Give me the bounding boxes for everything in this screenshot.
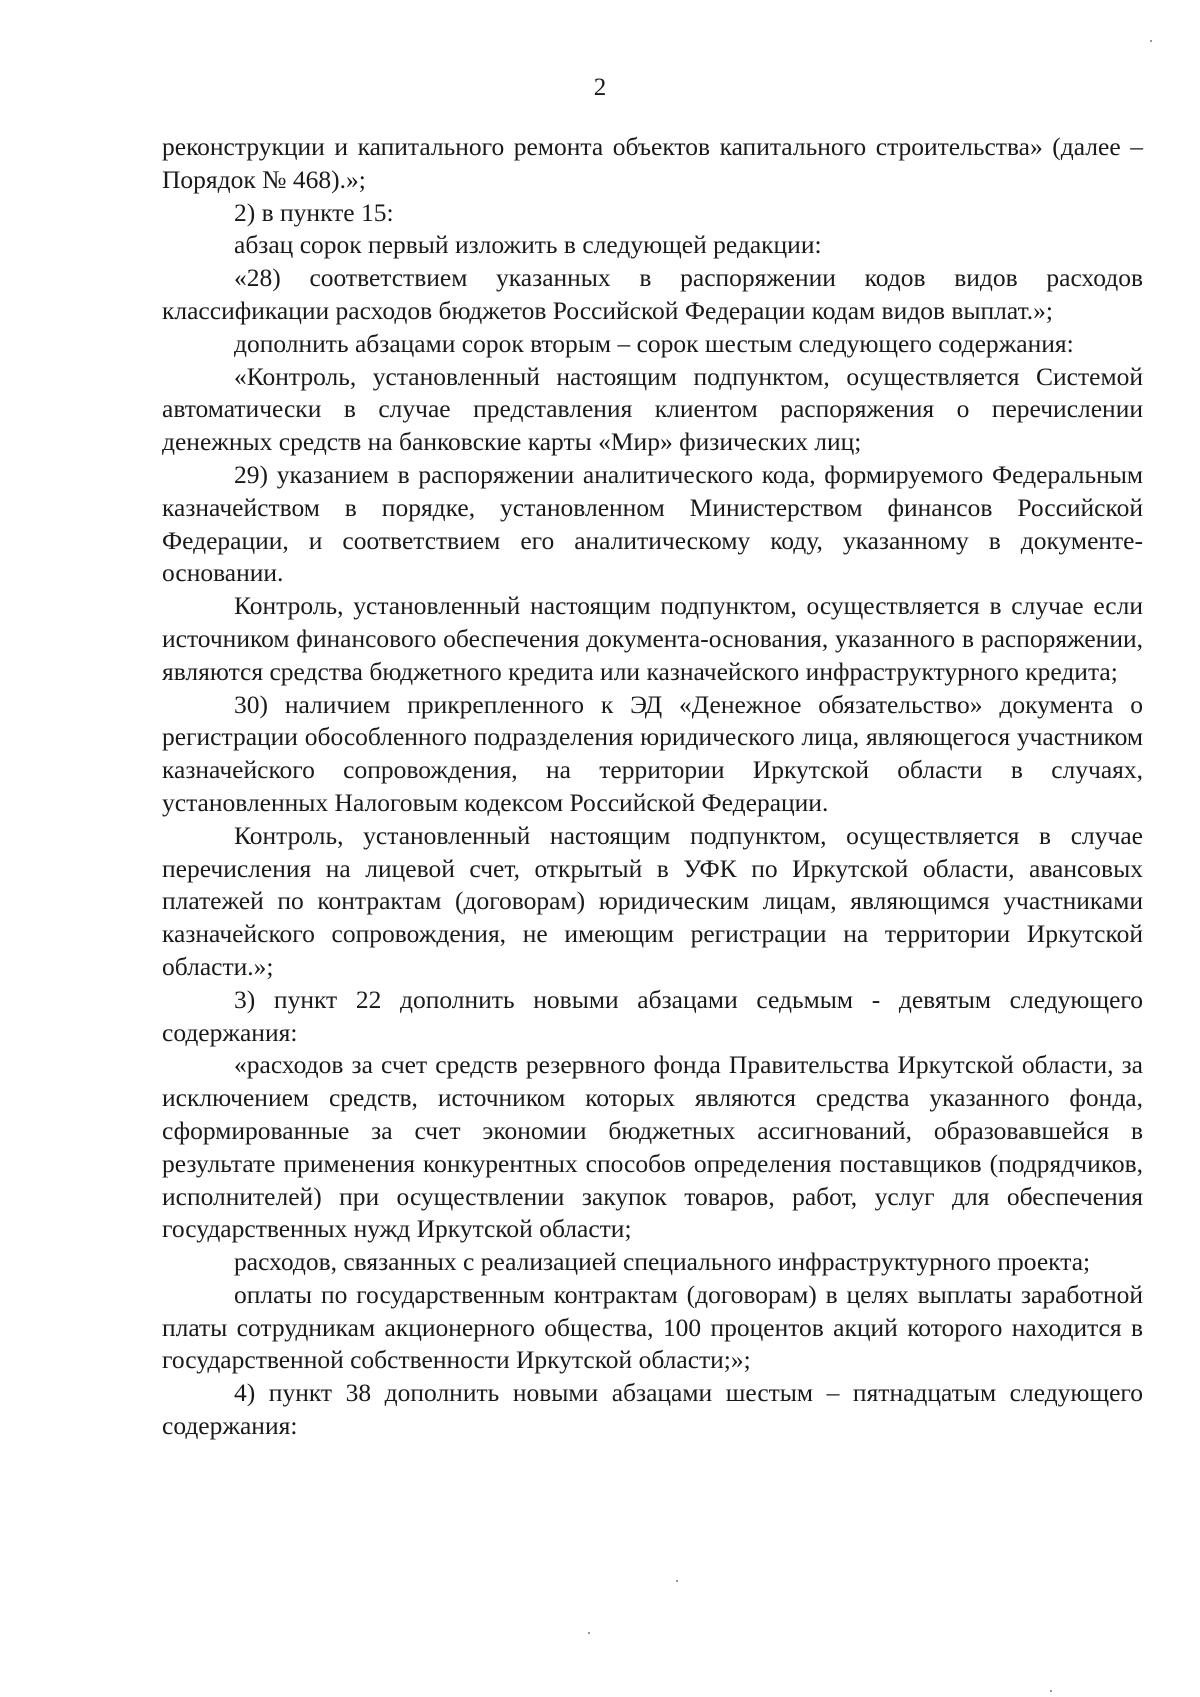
paragraph-11: 3) пункт 22 дополнить новыми абзацами седьмым - девятым следующего содержания: <box>162 984 1143 1047</box>
paragraph-15: 4) пункт 38 дополнить новыми абзацами шестым – пятнадцатым следующего содержания: <box>162 1378 1143 1441</box>
scan-speck <box>588 1632 590 1634</box>
paragraph-1: реконструкции и капитального ремонта объектов капитального строительства» (далее – Порядок № 468).»; <box>162 132 1143 194</box>
paragraph-2: 2) в пункте 15: <box>234 197 394 227</box>
paragraph-5: дополнить абзацами сорок вторым – сорок шестым следующего содержания: <box>234 328 1074 358</box>
paragraph-9: 30) наличием прикрепленного к ЭД «Денежное обязательство» документа о регистрации обособленного подразделения юридического лица, являющегося участником казначейского сопровождения, на территории Иркутской области в случаях, установленных Налоговым кодексом Российской Федерации. <box>162 689 1143 817</box>
paragraph-4: «28) соответствием указанных в распоряжении кодов видов расходов классификации расходов бюджетов Российской Федерации кодам видов выплат.»; <box>162 263 1143 325</box>
scan-speck <box>1150 40 1152 42</box>
paragraph-13: расходов, связанных с реализацией специального инфраструктурного проекта; <box>234 1247 1091 1277</box>
document-body <box>162 131 1143 1443</box>
paragraph-7: 29) указанием в распоряжении аналитического кода, формируемого Федеральным казначейством в порядке, установленном Министерством финансов Российской Федерации, и соответствием его аналитическому коду, указанному в документе-основании. <box>162 459 1143 588</box>
page-number: 2 <box>593 74 607 101</box>
paragraph-14: оплаты по государственным контрактам (договорам) в целях выплаты заработной платы сотрудникам акционерного общества, 100 процентов акций которого находится в государственной собственности Иркутской области;»; <box>162 1279 1143 1375</box>
paragraph-3: абзац сорок первый изложить в следующей редакции: <box>234 230 822 260</box>
paragraph-10: Контроль, установленный настоящим подпунктом, осуществляется в случае перечисления на лицевой счет, открытый в УФК по Иркутской области, авансовых платежей по контрактам (договорам) юридическим лицам, являющимся участниками казначейского сопровождения, не имеющим регистрации на территории Иркутской области.»; <box>162 820 1143 981</box>
paragraph-12: «расходов за счет средств резервного фонда Правительства Иркутской области, за исключением средств, источником которых являются средства указанного фонда, сформированные за счет экономии бюджетных ассигнований, образовавшейся в результате применения конкурентных способов определения поставщиков (подрядчиков, исполнителей) при осуществлении закупок товаров, работ, услуг для обеспечения государственных нужд Иркутской области; <box>162 1050 1143 1244</box>
paragraph-8: Контроль, установленный настоящим подпунктом, осуществляется в случае если источником финансового обеспечения документа-основания, указанного в распоряжении, являются средства бюджетного кредита или казначейского инфраструктурного кредита; <box>162 591 1143 686</box>
scan-speck <box>676 1580 678 1582</box>
paragraph-6: «Контроль, установленный настоящим подпунктом, осуществляется Системой автоматически в случае представления клиентом распоряжения о перечислении денежных средств на банковские карты «Мир» физических лиц; <box>162 361 1143 457</box>
scan-speck <box>1050 1690 1052 1692</box>
